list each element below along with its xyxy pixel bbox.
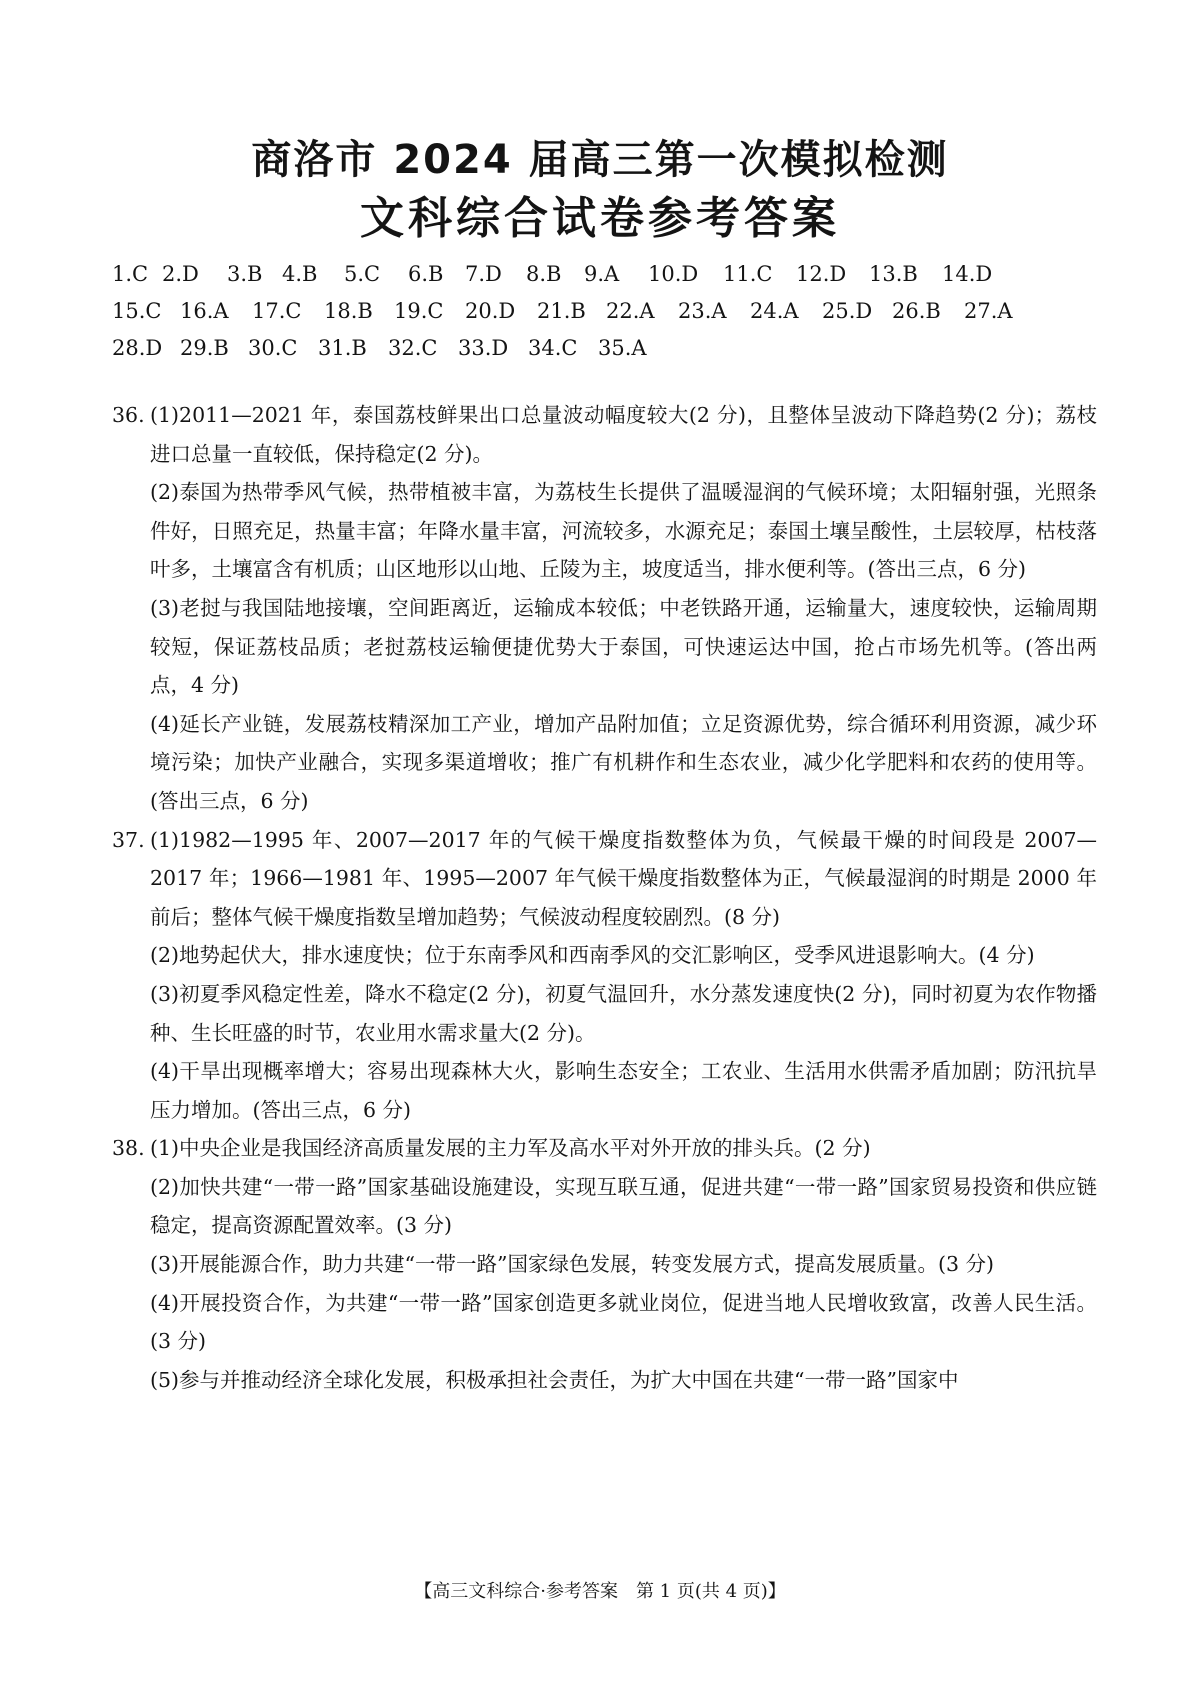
answer-paragraph: (1)1982—1995 年、2007—2017 年的气候干燥度指数整体为负，气候最干燥的时间段是 2007—2017 年；1966—1981 年、1995—2007 年气候干燥度指数整体为正，气候最湿润的时期是 2000 年前后；整体气候干燥度指数呈增加趋势；气候波动程度较剧烈。(8 分) [150,827,1097,929]
choice-answer: 16.A [180,299,229,323]
choice-answer: 33.D [458,336,509,360]
choice-answer: 24.A [750,299,799,323]
answer-paragraph: (2)加快共建“一带一路”国家基础设施建设，实现互联互通，促进共建“一带一路”国家贸易投资和供应链稳定，提高资源配置效率。(3 分) [150,1174,1097,1238]
choice-row-1 [112,262,1112,292]
choice-answer: 21.B [537,299,586,323]
question-38 [112,1129,1097,1399]
answer-paragraph: (5)参与并推动经济全球化发展，积极承担社会责任，为扩大中国在共建“一带一路”国家中 [150,1367,959,1392]
choice-answer: 5.C [344,262,381,286]
question-36 [112,396,1097,821]
page-footer: 【高三文科综合·参考答案 第 1 页(共 4 页)】 [414,1581,786,1602]
choice-answer: 3.B [227,262,263,286]
answer-paragraph: (1)2011—2021 年，泰国荔枝鲜果出口总量波动幅度较大(2 分)，且整体呈波动下降趋势(2 分)；荔枝进口总量一直较低，保持稳定(2 分)。 [150,403,1097,466]
choice-answer: 9.A [584,262,620,286]
choice-answer: 27.A [964,299,1013,323]
choice-answer: 10.D [648,262,699,286]
choice-answer: 31.B [318,336,367,360]
choice-answer: 30.C [248,336,298,360]
choice-answer: 8.B [526,262,562,286]
answer-paragraph: (1)中央企业是我国经济高质量发展的主力军及高水平对外开放的排头兵。(2 分) [150,1136,871,1161]
choice-answer: 17.C [252,299,302,323]
question-number: 36. [112,403,145,427]
choice-answer: 22.A [606,299,655,323]
choice-answer: 15.C [112,299,162,323]
question-number: 38. [112,1136,145,1161]
answer-paragraph: (4)延长产业链，发展荔枝精深加工产业，增加产品附加值；立足资源优势，综合循环利用资源，减少环境污染；加快产业融合，实现多渠道增收；推广有机耕作和生态农业，减少化学肥料和农药的使用等。(答出三点，6 分) [150,711,1097,813]
choice-answer: 32.C [388,336,438,360]
choice-answer: 13.B [869,262,918,286]
choice-answer: 34.C [528,336,578,360]
choice-answer: 1.C [112,262,149,286]
choice-row-3 [112,336,1112,366]
question-number: 37. [112,827,145,852]
choice-row-2 [112,299,1112,329]
choice-answer: 25.D [822,299,873,323]
answer-paragraph: (3)老挝与我国陆地接壤，空间距离近，运输成本较低；中老铁路开通，运输量大，速度较快，运输周期较短，保证荔枝品质；老挝荔枝运输便捷优势大于泰国，可快速运达中国，抢占市场先机等。(答出两点，4 分) [150,595,1097,698]
choice-answer: 18.B [324,299,373,323]
choice-answer: 28.D [112,336,163,360]
choice-answer: 19.C [394,299,444,323]
answer-paragraph: (4)干旱出现概率增大；容易出现森林大火，影响生态安全；工农业、生活用水供需矛盾加剧；防汛抗旱压力增加。(答出三点，6 分) [150,1059,1097,1122]
answer-paragraph: (4)开展投资合作，为共建“一带一路”国家创造更多就业岗位，促进当地人民增收致富，改善人民生活。(3 分) [150,1290,1097,1354]
choice-answer: 6.B [408,262,444,286]
choice-answer: 35.A [598,336,647,360]
page-title-line2: 文科综合试卷参考答案 [360,193,840,244]
choice-answer: 26.B [892,299,941,323]
choice-answer: 14.D [942,262,993,286]
question-37 [112,821,1097,1130]
page-title-line1: 商洛市 2024 届高三第一次模拟检测 [251,137,949,183]
answer-content [112,396,1097,1399]
answer-paragraph: (2)泰国为热带季风气候，热带植被丰富，为荔枝生长提供了温暖湿润的气候环境；太阳辐射强，光照条件好，日照充足，热量丰富；年降水量丰富，河流较多，水源充足；泰国土壤呈酸性，土层较厚，枯枝落叶多，土壤富含有机质；山区地形以山地、丘陵为主，坡度适当，排水便利等。(答出三点，6 分) [150,480,1097,582]
answer-paragraph: (2)地势起伏大，排水速度快；位于东南季风和西南季风的交汇影响区，受季风进退影响大。(4 分) [150,943,1035,968]
choice-answer: 11.C [723,262,773,286]
choice-answer: 7.D [465,262,502,286]
choice-answer: 12.D [796,262,847,286]
choice-answer: 29.B [180,336,229,360]
answer-paragraph: (3)初夏季风稳定性差，降水不稳定(2 分)，初夏气温回升，水分蒸发速度快(2 分)，同时初夏为农作物播种、生长旺盛的时节，农业用水需求量大(2 分)。 [150,981,1097,1045]
answer-paragraph: (3)开展能源合作，助力共建“一带一路”国家绿色发展，转变发展方式，提高发展质量。(3 分) [150,1252,995,1277]
choice-answer: 4.B [282,262,318,286]
choice-answer: 2.D [162,262,199,286]
choice-answer: 20.D [465,299,516,323]
choice-answer: 23.A [678,299,727,323]
